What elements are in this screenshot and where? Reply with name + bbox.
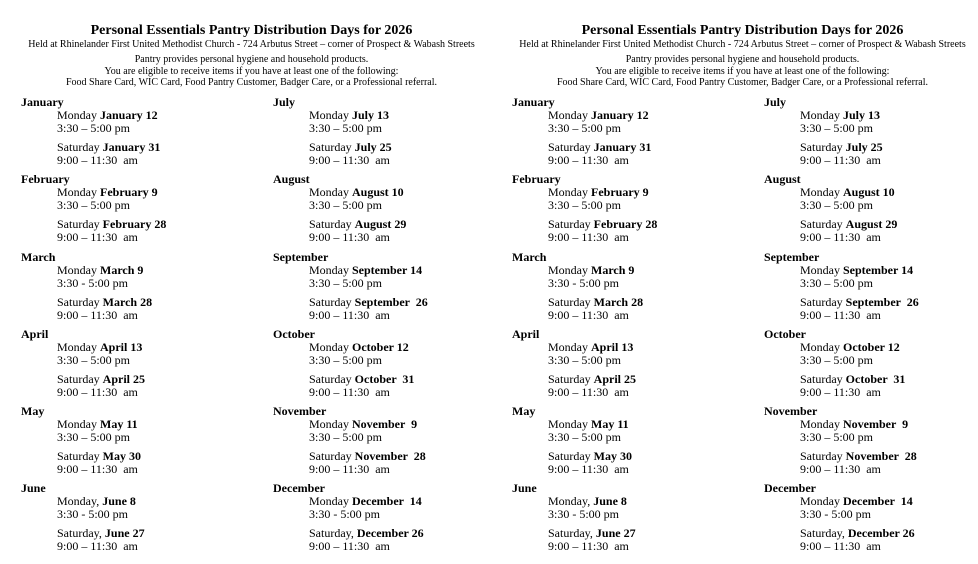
event-weekday: Saturday — [800, 449, 846, 464]
distribution-event — [800, 341, 919, 367]
event-weekday: Saturday — [309, 140, 355, 154]
month-block — [21, 482, 166, 553]
month-name: September — [764, 249, 820, 264]
flyer-left — [14, 22, 489, 562]
event-date: October 31 — [354, 371, 415, 386]
event-time: 3:30 – 5:00 pm — [57, 121, 131, 135]
event-date: December 14 — [352, 494, 422, 509]
event-time: 9:00 – 11:30 am — [57, 230, 138, 245]
month-block — [21, 251, 166, 328]
event-day-line — [309, 296, 428, 309]
month-name: February — [512, 172, 561, 187]
event-day-line — [548, 264, 657, 277]
event-day-line — [309, 373, 428, 386]
event-time: 9:00 – 11:30 am — [800, 384, 881, 399]
event-date: September 26 — [845, 294, 919, 309]
event-time: 3:30 – 5:00 pm — [309, 430, 383, 445]
month-name: July — [273, 95, 296, 109]
month-block — [273, 173, 428, 250]
event-weekday: Monday — [548, 108, 591, 122]
event-time: 3:30 – 5:00 pm — [800, 430, 874, 445]
event-weekday: Monday — [309, 108, 352, 122]
event-time: 3:30 – 5:00 pm — [57, 352, 131, 367]
event-weekday: Monday — [57, 185, 100, 200]
event-date: August 10 — [843, 185, 895, 200]
distribution-event — [309, 186, 428, 212]
distribution-event — [800, 418, 919, 444]
month-name: May — [512, 404, 536, 419]
event-time: 9:00 – 11:30 am — [309, 539, 390, 554]
month-name: October — [764, 326, 806, 341]
event-weekday: Monday — [800, 339, 843, 354]
event-weekday: Monday, — [57, 494, 103, 509]
event-date: March 9 — [591, 262, 635, 277]
distribution-event — [548, 218, 657, 244]
event-time: 3:30 - 5:00 pm — [57, 275, 128, 290]
event-weekday: Monday — [800, 185, 843, 200]
event-time: 9:00 – 11:30 am — [800, 539, 881, 554]
event-date: April 13 — [100, 339, 143, 354]
flyer-location: Held at Rhinelander First United Methodist Church - 724 Arbutus Street – corner of Prospect & Wabash Streets — [519, 39, 966, 50]
month-block — [764, 482, 919, 553]
distribution-event — [57, 109, 166, 135]
event-time: 3:30 – 5:00 pm — [548, 352, 622, 367]
event-weekday: Monday — [800, 494, 843, 509]
month-block — [273, 96, 428, 173]
event-date: October 12 — [843, 339, 900, 354]
event-weekday: Saturday — [548, 140, 594, 154]
distribution-event — [548, 418, 657, 444]
event-weekday: Saturday — [800, 294, 846, 309]
event-date: January 12 — [100, 108, 158, 122]
event-date: August 29 — [845, 217, 898, 232]
event-date: March 9 — [100, 262, 144, 277]
event-date: August 29 — [354, 217, 407, 232]
event-weekday: Monday — [800, 417, 843, 432]
event-time: 9:00 – 11:30 am — [309, 384, 390, 399]
month-name: June — [21, 481, 46, 496]
event-date: May 30 — [102, 449, 141, 464]
event-weekday: Saturday, — [309, 526, 357, 541]
event-day-line — [57, 341, 166, 354]
event-weekday: Saturday — [800, 140, 846, 154]
event-weekday: Saturday — [57, 294, 103, 309]
event-time: 3:30 – 5:00 pm — [548, 198, 622, 213]
event-time: 9:00 – 11:30 am — [548, 462, 629, 477]
month-block — [512, 482, 657, 553]
event-time: 3:30 – 5:00 pm — [548, 430, 622, 445]
distribution-event — [800, 450, 919, 476]
event-time: 3:30 - 5:00 pm — [309, 507, 380, 522]
month-name: January — [21, 95, 64, 109]
event-time: 3:30 – 5:00 pm — [800, 121, 874, 135]
event-date: February 28 — [102, 217, 167, 232]
event-weekday: Monday — [548, 185, 591, 200]
event-date: October 12 — [352, 339, 409, 354]
event-day-line — [800, 296, 919, 309]
event-date: September 14 — [352, 262, 423, 277]
event-time: 3:30 - 5:00 pm — [800, 507, 871, 522]
event-weekday: Monday — [548, 417, 591, 432]
event-time: 9:00 – 11:30 am — [800, 153, 881, 167]
event-day-line — [800, 341, 919, 354]
flyer-header — [505, 22, 978, 89]
event-date: May 11 — [591, 417, 629, 432]
month-name: November — [764, 404, 818, 419]
event-time: 3:30 – 5:00 pm — [309, 275, 383, 290]
info-line: Pantry provides personal hygiene and household products. — [625, 54, 860, 65]
month-block — [764, 405, 919, 482]
flyer-title: Personal Essentials Pantry Distribution Days for 2026 — [581, 23, 904, 38]
event-weekday: Saturday — [57, 371, 103, 386]
event-weekday: Saturday — [548, 449, 594, 464]
event-date: June 8 — [102, 494, 136, 509]
distribution-event — [800, 141, 919, 167]
distribution-event — [800, 109, 919, 135]
distribution-event — [309, 218, 428, 244]
event-weekday: Saturday — [548, 294, 594, 309]
month-name: March — [21, 249, 56, 264]
month-name: March — [512, 249, 547, 264]
flyer-location: Held at Rhinelander First United Methodist Church - 724 Arbutus Street – corner of Prospect & Wabash Streets — [28, 39, 475, 50]
distribution-event — [800, 495, 919, 521]
distribution-event — [57, 264, 166, 290]
month-block — [21, 96, 166, 173]
event-date: May 11 — [100, 417, 138, 432]
month-name: August — [273, 172, 310, 187]
event-time: 9:00 – 11:30 am — [57, 462, 138, 477]
event-weekday: Saturday — [548, 371, 594, 386]
event-time: 3:30 – 5:00 pm — [800, 198, 874, 213]
event-date: April 25 — [102, 371, 145, 386]
month-block — [764, 173, 919, 250]
month-block — [21, 328, 166, 405]
event-weekday: Saturday — [309, 371, 355, 386]
event-date: November 9 — [843, 417, 909, 432]
event-date: April 25 — [593, 371, 636, 386]
event-weekday: Monday — [548, 262, 591, 277]
month-block — [273, 328, 428, 405]
event-date: November 9 — [352, 417, 418, 432]
event-date: December 14 — [843, 494, 913, 509]
distribution-event — [800, 373, 919, 399]
month-block — [764, 96, 919, 173]
month-block — [512, 251, 657, 328]
event-time: 9:00 – 11:30 am — [57, 153, 138, 167]
event-date: June 8 — [593, 494, 627, 509]
distribution-event — [548, 495, 657, 521]
event-date: July 25 — [845, 140, 883, 154]
event-date: June 27 — [595, 526, 636, 541]
event-weekday: Monday — [309, 262, 352, 277]
month-name: April — [21, 326, 49, 341]
event-time: 9:00 – 11:30 am — [548, 539, 629, 554]
event-time: 3:30 – 5:00 pm — [800, 275, 874, 290]
event-date: July 25 — [354, 140, 392, 154]
event-time: 3:30 - 5:00 pm — [548, 507, 619, 522]
distribution-event — [309, 341, 428, 367]
event-time: 9:00 – 11:30 am — [309, 307, 390, 322]
distribution-event — [548, 296, 657, 322]
info-line: Food Share Card, WIC Card, Food Pantry Customer, Badger Care, or a Professional referral. — [66, 77, 437, 88]
distribution-event — [57, 418, 166, 444]
event-weekday: Saturday, — [57, 526, 105, 541]
distribution-event — [57, 141, 166, 167]
distribution-event — [800, 296, 919, 322]
event-date: February 28 — [593, 217, 658, 232]
event-date: November 28 — [845, 449, 917, 464]
month-block — [512, 173, 657, 250]
distribution-event — [548, 264, 657, 290]
distribution-event — [309, 495, 428, 521]
event-weekday: Saturday — [800, 371, 846, 386]
flyer-header — [14, 22, 489, 89]
schedule-column — [21, 96, 166, 553]
distribution-event — [309, 141, 428, 167]
event-time: 9:00 – 11:30 am — [309, 230, 390, 245]
event-date: August 10 — [352, 185, 404, 200]
event-time: 9:00 – 11:30 am — [800, 230, 881, 245]
distribution-event — [548, 141, 657, 167]
event-weekday: Monday — [309, 185, 352, 200]
month-block — [273, 405, 428, 482]
event-date: January 12 — [591, 108, 649, 122]
event-date: April 13 — [591, 339, 634, 354]
event-time: 9:00 – 11:30 am — [548, 307, 629, 322]
event-date: December 26 — [356, 526, 424, 541]
distribution-event — [57, 450, 166, 476]
schedule-column — [273, 96, 428, 553]
month-name: December — [764, 481, 816, 496]
event-time: 9:00 – 11:30 am — [800, 462, 881, 477]
info-line: You are eligible to receive items if you have at least one of the following: — [595, 65, 890, 77]
event-weekday: Monday, — [548, 494, 594, 509]
distribution-event — [309, 527, 428, 553]
schedule-column — [512, 96, 657, 553]
event-weekday: Monday — [800, 262, 843, 277]
month-name: July — [764, 95, 787, 109]
event-day-line — [57, 296, 166, 309]
event-weekday: Saturday — [57, 140, 103, 154]
event-date: January 31 — [593, 140, 652, 154]
event-time: 9:00 – 11:30 am — [57, 384, 138, 399]
event-day-line — [57, 373, 166, 386]
month-block — [273, 251, 428, 328]
schedule-column — [764, 96, 919, 553]
event-day-line — [800, 264, 919, 277]
month-block — [512, 96, 657, 173]
event-time: 3:30 - 5:00 pm — [548, 275, 619, 290]
event-weekday: Monday — [548, 339, 591, 354]
event-date: December 26 — [847, 526, 915, 541]
event-weekday: Monday — [57, 108, 100, 122]
event-date: November 28 — [354, 449, 426, 464]
event-time: 9:00 – 11:30 am — [309, 462, 390, 477]
event-day-line — [548, 373, 657, 386]
month-name: May — [21, 404, 45, 419]
event-time: 9:00 – 11:30 am — [57, 539, 138, 554]
event-time: 3:30 – 5:00 pm — [309, 352, 383, 367]
event-weekday: Monday — [309, 417, 352, 432]
distribution-event — [548, 109, 657, 135]
month-name: January — [512, 95, 555, 109]
month-block — [512, 328, 657, 405]
distribution-event — [800, 186, 919, 212]
event-date: July 13 — [352, 108, 390, 122]
event-time: 3:30 – 5:00 pm — [309, 121, 383, 135]
event-weekday: Saturday — [309, 294, 355, 309]
distribution-event — [57, 341, 166, 367]
month-name: August — [764, 172, 801, 187]
month-block — [512, 405, 657, 482]
event-weekday: Monday — [800, 108, 843, 122]
distribution-event — [57, 218, 166, 244]
event-weekday: Saturday — [309, 449, 355, 464]
event-time: 3:30 – 5:00 pm — [309, 198, 383, 213]
event-weekday: Saturday — [548, 217, 594, 232]
event-date: September 14 — [843, 262, 914, 277]
event-weekday: Saturday, — [548, 526, 596, 541]
event-weekday: Monday — [309, 494, 352, 509]
event-weekday: Saturday — [309, 217, 355, 232]
event-weekday: Monday — [309, 339, 352, 354]
distribution-event — [309, 109, 428, 135]
event-date: January 31 — [102, 140, 161, 154]
event-weekday: Monday — [57, 417, 100, 432]
info-line: Pantry provides personal hygiene and household products. — [134, 54, 369, 65]
month-block — [273, 482, 428, 553]
event-weekday: Saturday — [57, 217, 103, 232]
distribution-event — [309, 418, 428, 444]
event-time: 3:30 – 5:00 pm — [57, 198, 131, 213]
month-name: June — [512, 481, 537, 496]
distribution-event — [57, 373, 166, 399]
month-name: October — [273, 326, 315, 341]
flyer-right — [505, 22, 978, 562]
event-date: March 28 — [102, 294, 153, 309]
event-time: 9:00 – 11:30 am — [548, 384, 629, 399]
flyer-title: Personal Essentials Pantry Distribution Days for 2026 — [90, 23, 413, 38]
month-name: September — [273, 249, 329, 264]
month-block — [764, 328, 919, 405]
distribution-event — [57, 495, 166, 521]
event-day-line — [309, 341, 428, 354]
distribution-event — [309, 296, 428, 322]
distribution-event — [548, 450, 657, 476]
distribution-event — [548, 373, 657, 399]
event-time: 9:00 – 11:30 am — [548, 230, 629, 245]
event-time: 3:30 – 5:00 pm — [548, 121, 622, 135]
event-time: 3:30 - 5:00 pm — [57, 507, 128, 522]
month-block — [21, 405, 166, 482]
event-date: June 27 — [104, 526, 145, 541]
month-block — [764, 251, 919, 328]
event-day-line — [548, 341, 657, 354]
distribution-event — [800, 527, 919, 553]
event-date: February 9 — [591, 185, 649, 200]
distribution-event — [800, 264, 919, 290]
event-day-line — [57, 264, 166, 277]
event-time: 9:00 – 11:30 am — [800, 307, 881, 322]
distribution-event — [57, 186, 166, 212]
event-time: 3:30 – 5:00 pm — [57, 430, 131, 445]
event-weekday: Saturday — [800, 217, 846, 232]
month-block — [21, 173, 166, 250]
event-weekday: Saturday — [57, 449, 103, 464]
distribution-event — [57, 296, 166, 322]
month-name: February — [21, 172, 70, 187]
distribution-event — [548, 527, 657, 553]
event-date: October 31 — [845, 371, 906, 386]
event-date: March 28 — [593, 294, 644, 309]
distribution-event — [309, 373, 428, 399]
event-weekday: Saturday, — [800, 526, 848, 541]
event-time: 3:30 – 5:00 pm — [800, 352, 874, 367]
event-time: 9:00 – 11:30 am — [57, 307, 138, 322]
month-name: November — [273, 404, 327, 419]
event-time: 9:00 – 11:30 am — [309, 153, 390, 167]
event-date: September 26 — [354, 294, 428, 309]
month-name: April — [512, 326, 540, 341]
event-day-line — [309, 264, 428, 277]
distribution-event — [309, 264, 428, 290]
distribution-event — [57, 527, 166, 553]
event-date: July 13 — [843, 108, 881, 122]
event-time: 9:00 – 11:30 am — [548, 153, 629, 167]
event-day-line — [800, 373, 919, 386]
month-name: December — [273, 481, 325, 496]
event-weekday: Monday — [57, 262, 100, 277]
distribution-event — [548, 341, 657, 367]
event-date: May 30 — [593, 449, 632, 464]
event-date: February 9 — [100, 185, 158, 200]
distribution-event — [800, 218, 919, 244]
event-weekday: Monday — [57, 339, 100, 354]
distribution-event — [309, 450, 428, 476]
info-line: Food Share Card, WIC Card, Food Pantry Customer, Badger Care, or a Professional referral. — [557, 77, 928, 88]
info-line: You are eligible to receive items if you have at least one of the following: — [104, 65, 399, 77]
distribution-event — [548, 186, 657, 212]
event-day-line — [548, 296, 657, 309]
